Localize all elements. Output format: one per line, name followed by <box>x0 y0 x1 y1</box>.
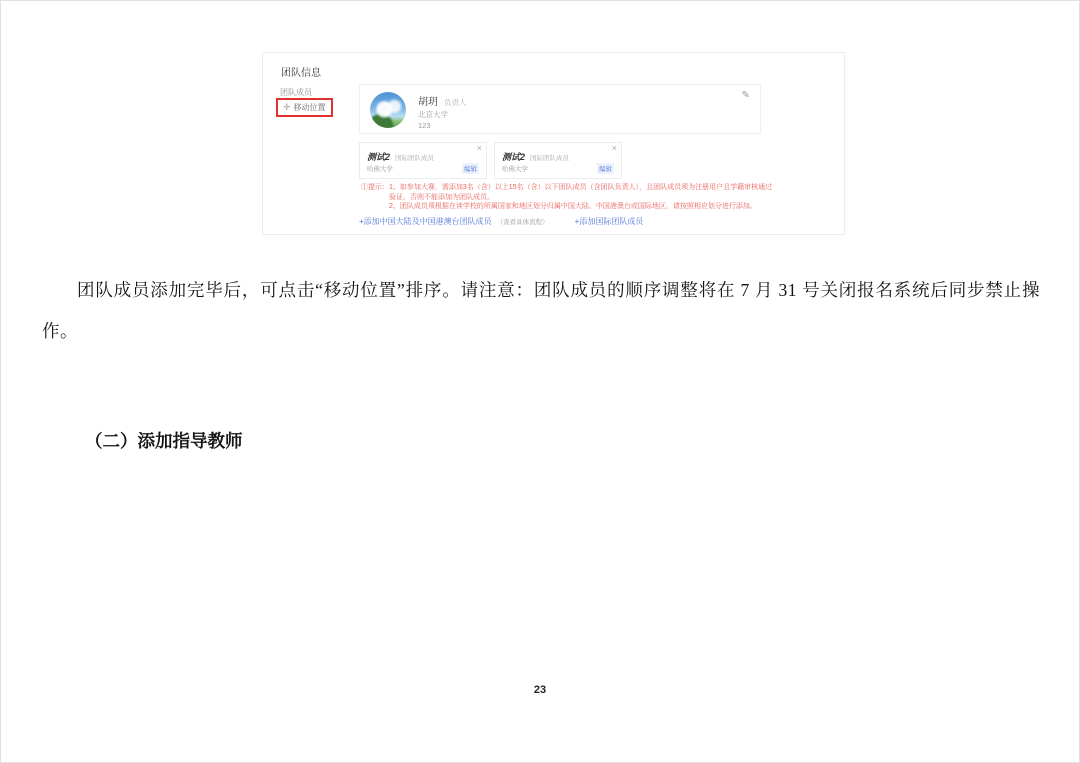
section-heading: （二）添加指导教师 <box>85 431 243 451</box>
tips-prefix: ①提示： <box>361 184 389 191</box>
close-icon[interactable]: × <box>476 143 482 153</box>
member-school: 哈佛大学 <box>367 166 393 173</box>
member-card <box>359 142 487 179</box>
body-paragraph: 团队成员添加完毕后，可点击“移动位置”排序。请注意：团队成员的顺序调整将在 7 月 31 号关闭报名系统后同步禁止操作。 <box>42 280 1040 341</box>
member-cards-row <box>359 142 622 179</box>
page-number: 23 <box>533 684 547 696</box>
member-name: 测试2 <box>367 152 391 162</box>
team-leader-card <box>359 84 761 134</box>
member-edit-link[interactable]: 编辑 <box>462 163 479 174</box>
team-members-section-label: 团队成员 <box>280 88 312 97</box>
leader-role-badge: 负责人 <box>444 98 467 107</box>
tips-item-1: 1、如参加大赛，需添加3名（含）以上15名（含）以下团队成员（含团队负责人），且团队成员须为注册用户且学籍审核通过验证，否则不能添加为团队成员。 <box>389 184 773 201</box>
add-links-row <box>359 216 643 227</box>
tips-item-2: 2、团队成员须根据在读学校的所属国家和地区划分归属中国大陆、中国港澳台或国际地区，请按照相应划分进行添加。 <box>389 203 757 210</box>
member-role: 国际团队成员 <box>395 155 435 162</box>
add-international-member-link[interactable]: +添加国际团队成员 <box>574 217 644 226</box>
leader-number: 123 <box>418 121 431 130</box>
member-role: 国际团队成员 <box>530 155 570 162</box>
panel-title: 团队信息 <box>281 68 321 79</box>
leader-name: 胡玥 <box>418 97 438 108</box>
move-cross-icon: ✛ <box>283 102 291 112</box>
pencil-icon[interactable]: ✎ <box>741 90 750 101</box>
tips-text <box>361 183 775 212</box>
move-position-label: 移动位置 <box>293 103 326 112</box>
leader-school: 北京大学 <box>418 110 448 119</box>
move-position-button[interactable] <box>276 98 333 117</box>
avatar <box>370 92 406 128</box>
member-card <box>494 142 622 179</box>
team-info-screenshot <box>262 52 845 235</box>
add-domestic-member-link[interactable]: +添加中国大陆及中国港澳台团队成员 <box>359 217 492 226</box>
member-name: 测试2 <box>502 152 526 162</box>
view-process-note: （查看具体流程） <box>496 219 549 226</box>
member-edit-link[interactable]: 编辑 <box>597 163 614 174</box>
member-school: 哈佛大学 <box>502 166 528 173</box>
close-icon[interactable]: × <box>611 143 617 153</box>
